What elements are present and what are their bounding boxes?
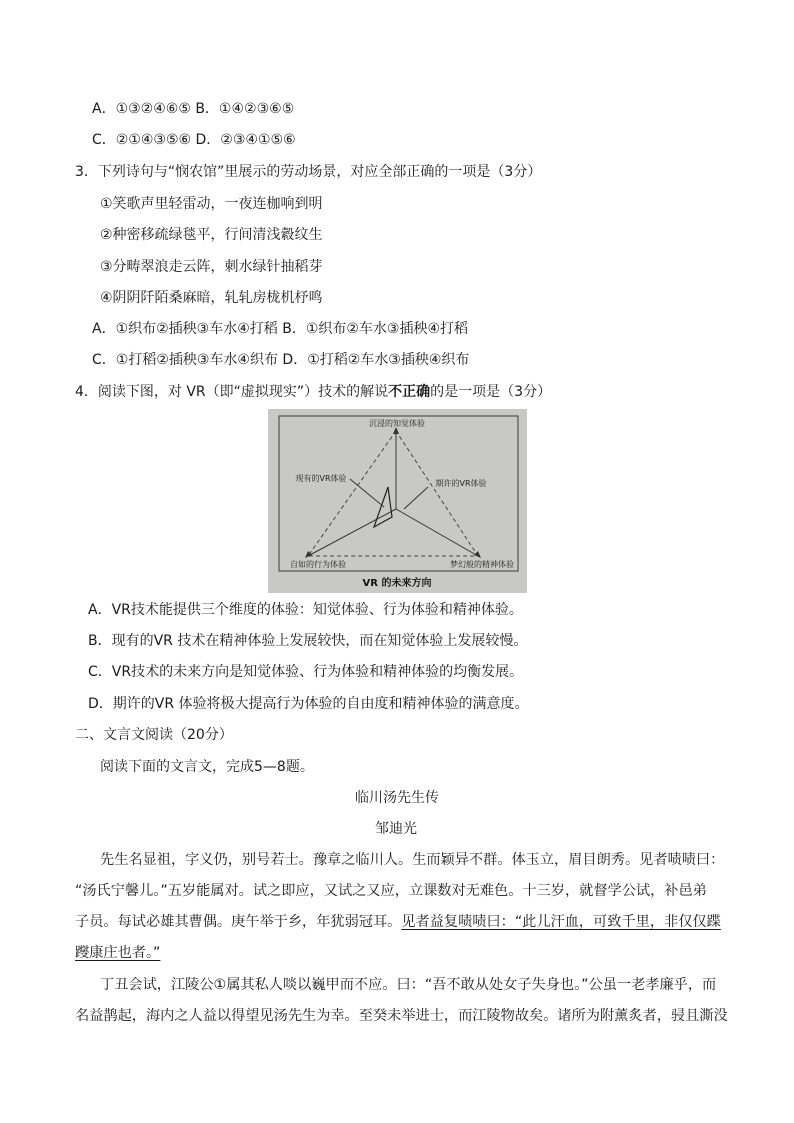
q4-stem-pre: 4．阅读下图，对 VR（即“虚拟现实”）技术的解说 <box>75 384 389 400</box>
label-behavior: 自如的行为体验 <box>290 560 346 569</box>
axis-behavior <box>308 509 396 556</box>
q3-poem-3: ③分畴翠浪走云阵，刺水绿针抽稻芽 <box>100 259 323 275</box>
passage-p1-line1: 先生名显祖，字义仍，别号若士。豫章之临川人。生而颖异不群。体玉立，眉目朗秀。见者啧啧曰： <box>100 852 725 868</box>
section2-heading: 二、文言文阅读（20分） <box>75 727 233 743</box>
arrowhead-top <box>393 427 399 434</box>
expected-triangle <box>308 431 478 556</box>
passage-p1-line3 <box>75 912 721 932</box>
diagram-frame <box>279 416 518 571</box>
current-shape <box>374 487 392 527</box>
q3-poem-2: ②种密移疏绿毯平，行间清浅縠纹生 <box>100 227 323 243</box>
passage-author: 邹迪光 <box>375 821 417 837</box>
passage-p2-line1: 丁丑会试，江陵公①属其私人啖以巍甲而不应。曰：“吾不敢从处女子失身也。”公虽一老孝廉乎，而 <box>100 977 717 993</box>
arrow-current <box>350 479 384 507</box>
passage-p1-line4: 躞康庄也者。” <box>75 945 161 961</box>
q4-stem-post: 的是一项是（3分） <box>430 384 552 400</box>
q2-options-line1: A．①③②④⑥⑤ B．①④②③⑥⑤ <box>92 101 295 117</box>
axis-spirit <box>396 509 478 556</box>
q3-options-line1: A．①织布②插秧③车水④打稻 B．①织布②车水③插秧④打稻 <box>92 321 469 337</box>
label-expected: 期许的VR体验 <box>435 479 487 488</box>
section2-intro: 阅读下面的文言文，完成5—8题。 <box>100 759 314 775</box>
label-current: 现有的VR体验 <box>295 474 347 483</box>
arrowhead-right <box>474 551 481 558</box>
vr-figure <box>268 409 527 593</box>
passage-p1-line3-underlined: 见者益复啧啧曰：“此儿汗血，可致千里，非仅仅蹀 <box>401 914 721 930</box>
q4-option-c: C．VR技术的未来方向是知觉体验、行为体验和精神体验的均衡发展。 <box>88 664 524 680</box>
q3-options-line2: C．①打稻②插秧③车水④织布 D．①打稻②车水③插秧④织布 <box>92 352 470 368</box>
passage-p1-line2: “汤氏宁馨儿。”五岁能属对。试之即应，又试之又应，立课数对无难色。十三岁，就督学公试，补邑弟 <box>75 883 707 899</box>
q3-poem-4: ④阴阴阡陌桑麻暗，轧轧房栊机杼鸣 <box>100 290 323 306</box>
passage-p1-line3-plain: 子员。每试必雄其曹偶。庚午举于乡，年犹弱冠耳。 <box>75 914 402 930</box>
label-top: 沉浸的知觉体验 <box>369 419 425 428</box>
q3-poem-1: ①笑歌声里轻雷动，一夜连枷响到明 <box>100 196 323 212</box>
q4-option-b: B．现有的VR 技术在精神体验上发展较快，而在知觉体验上发展较慢。 <box>88 633 528 649</box>
q3-stem: 3．下列诗句与“悯农馆”里展示的劳动场景，对应全部正确的一项是（3分） <box>75 164 542 180</box>
q4-option-a: A．VR技术能提供三个维度的体验：知觉体验、行为体验和精神体验。 <box>88 602 523 618</box>
arrow-expected <box>404 487 428 509</box>
q4-stem <box>75 382 551 402</box>
passage-p2-line2: 名益鹊起，海内之人益以得望见汤先生为幸。至癸未举进士，而江陵物故矣。诸所为附薰炙者，骎且澌没 <box>75 1008 728 1024</box>
vr-diagram <box>268 409 527 593</box>
q4-option-d: D．期许的VR 体验将极大提高行为体验的自由度和精神体验的满意度。 <box>88 696 529 712</box>
passage-title: 临川汤先生传 <box>355 790 439 806</box>
label-spirit: 梦幻般的精神体验 <box>450 560 514 569</box>
q2-options-line2: C．②①④③⑤⑥ D．②③④①⑤⑥ <box>92 132 296 148</box>
figure-caption: VR 的未来方向 <box>362 578 432 589</box>
q4-stem-emphasis: 不正确 <box>388 384 431 400</box>
